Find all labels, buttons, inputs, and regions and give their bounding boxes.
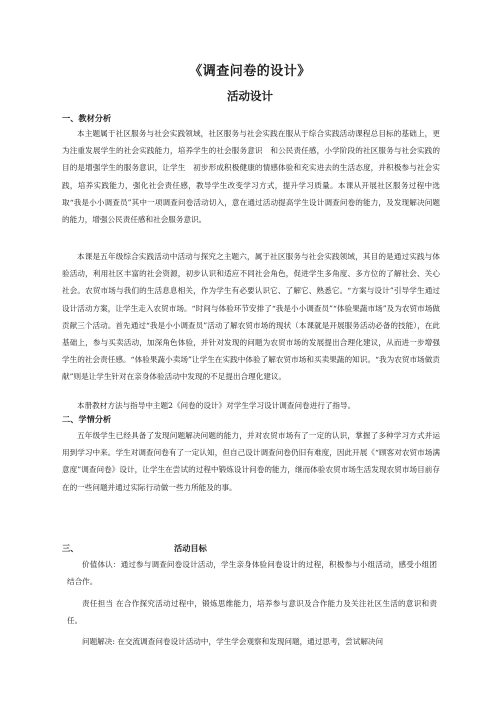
document-subtitle: 活动设计 bbox=[227, 89, 273, 103]
section-heading-activity-goals bbox=[62, 543, 207, 554]
paragraph-learner-analysis: 五年级学生已经具备了发现问题解决问题的能力，并对农贸市场有了一定的认识，掌握了多种学习方式并运用到学习中来。学生对调查问卷有了一定认知，但自己设计调查问卷仍旧有难度，因此开展《“顾客对农贸市场满意度”调查问卷》设计，让学生在尝试的过程中锻炼设计问卷的能力，继而体验农贸市场生活发现农贸市场目前存在的一些问题并通过实际行动做一些力所能及的事。 bbox=[62, 431, 440, 492]
paragraph-goal-problem-solving: 问题解决: 在交流调查问卷设计活动中，学生学会观察和发现问题，通过思考，尝试解决问 bbox=[82, 637, 384, 646]
paragraph-textbook-analysis-3: 本册教材方法与指导中主题2《问卷的设计》对学生学习设计调查问卷进行了指导。 bbox=[77, 401, 356, 410]
paragraph-textbook-analysis-1: 本主题属于社区服务与社会实践领域，社区服务与社会实践在服从于综合实践活动课程总目标的基础上，更为注重发展学生的社会实践能力，培养学生的社会服务意识 和公民责任感，小学阶段的社区服务与社会实践的目的是增强学生的服务意识，让学生 初步形成积极健康的情感体验和充实进去的生活态度，并积极参与社会实践，培养实践能力，强化社会责任感，教导学生改变学习方式，提升学习质量。本课从开展社区服务过程中选取“我是小小调查员”其中一项调查问卷活动切入，意在通过活动提高学生设计调查问卷的能力，及发现解决问题的能力，增强公民责任感和社会服务意识。 bbox=[62, 129, 440, 225]
section-heading-learner-analysis: 二、学情分析 bbox=[62, 414, 112, 424]
section-heading-textbook-analysis: 一、教材分析 bbox=[62, 113, 112, 123]
section-title: 活动目标 bbox=[174, 543, 207, 553]
document-title: 《调查问卷的设计》 bbox=[189, 64, 311, 79]
paragraph-goal-value: 价值体认：通过参与调查问卷设计活动，学生亲身体验问卷设计的过程，积极参与小组活动，感受小组团结合作。 bbox=[67, 560, 437, 587]
section-number: 三、 bbox=[62, 543, 79, 553]
paragraph-goal-responsibility: 责任担当 在合作探究活动过程中，锻炼思维能力，培养参与意识及合作能力及关注社区生活的意识和责任。 bbox=[67, 599, 437, 626]
paragraph-textbook-analysis-2: 本课是五年级综合实践活动中活动与探究之主题六，属于社区服务与社会实践领域，其目的是通过实践与体验活动，利用社区丰富的社会资源，初步认识和适应不同社会角色，促进学生多角度、多方位的了解社会、关心社会。农贸市场与我们的生活息息相关，作为学生有必要认识它、了解它、熟悉它。“方案与设计”引导学生通过设计活动方案，让学生走入农贸市场。“时间与体验环节安排了“我是小小调查员”“体验果蔬市场”及为农贸市场做贡献三个活动。首先通过“我是小小调查员”活动了解农贸市场的现状（本课就是开展服务活动必备的技能），在此基础上，参与买卖活动，加深角色体验，并针对发现的问题为农贸市场的发展提出合理化建议，从而进一步增强学生的社会责任感。“体验果蔬小卖场”让学生在实践中体验了解农贸市场和买卖果蔬的知识。“我为农贸市场做贡献”则是让学生针对在亲身体验活动中发现的不足提出合理化建议。 bbox=[62, 252, 440, 382]
